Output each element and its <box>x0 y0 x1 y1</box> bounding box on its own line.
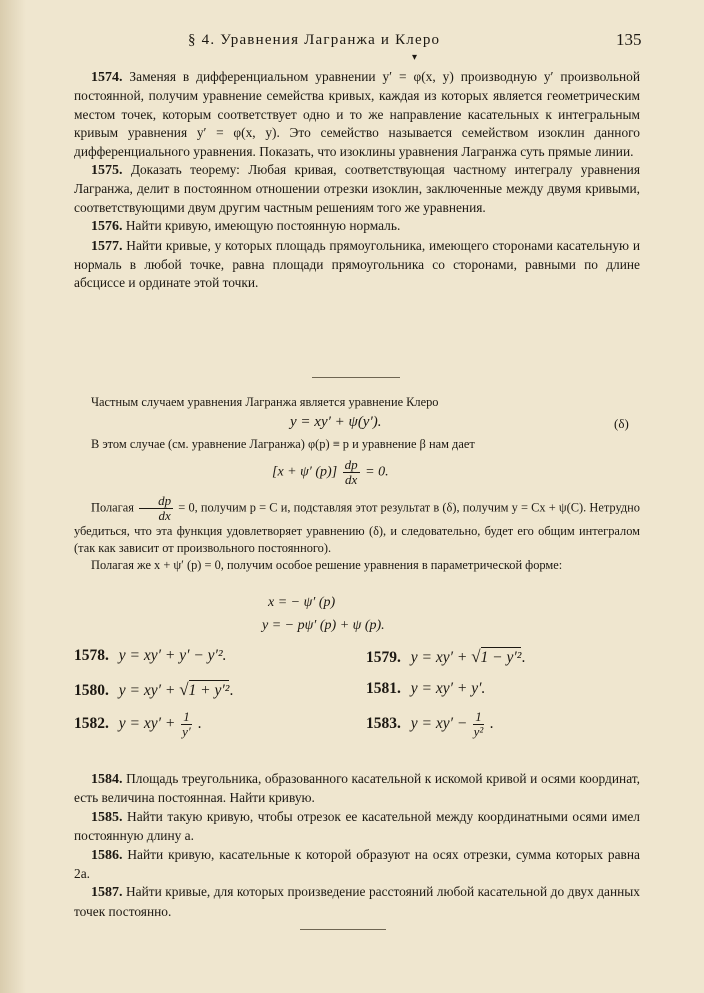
problems-top <box>74 68 640 293</box>
print-mark: ▾ <box>412 52 418 63</box>
frac-numerator: dp <box>139 494 173 509</box>
formula-tail: . <box>489 715 494 733</box>
problem-1586 <box>74 846 640 884</box>
section-divider <box>312 377 400 378</box>
problem-text: Площадь треугольника, образованного касательной к искомой кривой и осями координат, есть величина постоянная. Найти кривую. <box>74 771 640 806</box>
problem-number: 1574. <box>91 70 123 85</box>
problem-1574 <box>74 68 640 161</box>
theory-para-a <box>74 494 640 575</box>
para-a-pre: Полагая <box>91 500 134 515</box>
formula-tail: . <box>197 715 202 733</box>
dp-dx-fraction-inline <box>139 494 173 523</box>
parametric-y: y = − pψ′ (p) + ψ (p). <box>262 618 385 633</box>
problem-text: Найти кривую, имеющую постоянную нормаль. <box>125 218 401 234</box>
formula-tail: . <box>521 649 526 666</box>
theory-intro-text: Частным случаем уравнения Лагранжа является уравнение Клеро <box>91 395 439 409</box>
problem-text: Заменяя в дифференциальном уравнении y′ = φ(x, y) производную y′ произвольной постоянной, получим уравнение семейства кривых, каждая из которых является геометрическим местом точек, которым соответствует одно и то же направление касательных к интегральным кривым уравнения y′ = φ(x, y). Это семейство называется семейством изоклин данного дифференциального уравнения. Показать, что изоклины уравнения Лагранжа суть прямые линии. <box>74 69 640 159</box>
theory-line2-text: В этом случае (см. уравнение Лагранжа) φ(p) ≡ p и уравнение β нам дает <box>91 437 475 451</box>
theory-intro <box>74 394 640 411</box>
dp-dx-fraction <box>343 458 360 487</box>
page-binding-shadow <box>0 0 26 993</box>
problem-number: 1582. <box>74 715 109 733</box>
problem-1583 <box>366 710 493 739</box>
problem-1587 <box>74 883 640 921</box>
equation-tag: (δ) <box>614 416 629 431</box>
problem-number: 1575. <box>91 163 123 179</box>
problem-formula: y = xy′ + <box>118 715 176 733</box>
theory-line2 <box>74 436 640 453</box>
frac-denominator: dx <box>158 508 171 523</box>
problem-1575 <box>74 161 640 217</box>
radicand: 1 + y′² <box>188 682 230 699</box>
frac-numerator: dp <box>344 457 358 472</box>
page-number: 135 <box>616 30 642 49</box>
problem-text: Найти кривые, у которых площадь прямоугольника, имеющего сторонами касательную и нормаль в любой точке, равна площади прямоугольника со сторонами, равными по длине абсциссе и ординате этой точки. <box>74 237 640 291</box>
problem-number: 1583. <box>366 715 401 733</box>
problem-1577 <box>74 237 640 293</box>
problem-1584 <box>74 770 640 808</box>
problem-number: 1580. <box>74 682 109 699</box>
problem-text: Найти кривые, для которых произведение расстояний любой касательной до двух данных точек постоянно. <box>74 884 640 919</box>
problem-1579 <box>366 647 525 667</box>
diff-left: [x + ψ′ (p)] <box>272 464 338 480</box>
problem-number: 1576. <box>91 219 123 235</box>
frac-denominator: dx <box>345 472 358 487</box>
reciprocal-fraction <box>181 710 192 739</box>
frac-denominator: y² <box>473 724 484 739</box>
problem-formula: y = xy′ − <box>410 715 468 733</box>
end-divider <box>300 929 386 930</box>
diff-right: = 0. <box>365 464 389 480</box>
problem-1576 <box>74 217 640 236</box>
problem-1578 <box>74 647 226 665</box>
differentiated-equation <box>272 458 389 487</box>
theory-para-a-text <box>74 494 640 557</box>
radicand: 1 − y′² <box>480 649 522 666</box>
problem-formula: y = xy′ + y′ − y′². <box>118 647 227 664</box>
parametric-x: x = − ψ′ (p) <box>268 595 336 610</box>
sqrt-icon: √ <box>471 647 481 666</box>
problem-number: 1585. <box>91 809 123 825</box>
problem-number: 1587. <box>91 885 123 901</box>
problem-1580 <box>74 680 233 700</box>
problem-number: 1579. <box>366 649 401 666</box>
section-title: § 4. Уравнения Лагранжа и Клеро <box>188 32 441 48</box>
problem-number: 1586. <box>91 847 123 863</box>
problem-number: 1581. <box>366 680 401 697</box>
frac-numerator: 1 <box>183 709 190 724</box>
clairaut-equation: y = xy′ + ψ(y′). <box>290 414 382 430</box>
problem-text: Найти кривую, касательные к которой образуют на осях отрезки, сумма которых равна 2a. <box>74 846 640 882</box>
para-a-post: = 0, получим p = C и, подставляя этот результат в (δ), получим y = Cx + ψ(C). Нетрудно убедиться, что эта функция удовлетворяет уравнению (δ), и следовательно, будет его общим интегралом (так как зависит от произвольного постоянного). <box>74 500 640 556</box>
problem-number: 1584. <box>91 772 123 787</box>
problem-1581 <box>366 680 485 698</box>
running-header <box>0 30 704 63</box>
problem-1585 <box>74 808 640 846</box>
frac-denominator: y′ <box>182 724 191 739</box>
problem-formula: y = xy′ + <box>118 682 176 699</box>
sqrt-icon: √ <box>179 680 189 699</box>
problem-text: Доказать теорему: Любая кривая, соответствующая частному интегралу уравнения Лагранжа, делит в постоянном отношении отрезки изоклин, заключенные между двумя кривыми, соответствующими двум другим частным решениям того же уравнения. <box>74 162 641 215</box>
problem-1582 <box>74 710 201 739</box>
problem-number: 1577. <box>91 238 123 254</box>
frac-numerator: 1 <box>475 709 482 724</box>
reciprocal-square-fraction <box>473 710 484 739</box>
theory-para-b: Полагая же x + ψ′ (p) = 0, получим особое решение уравнения в параметрической форме: <box>91 558 563 573</box>
formula-tail: . <box>229 682 234 699</box>
problems-bottom <box>74 770 640 921</box>
problem-formula: y = xy′ + <box>410 649 468 666</box>
problem-text: Найти такую кривую, чтобы отрезок ее касательной между координатными осями имел постоянную длину a. <box>74 808 640 844</box>
problem-number: 1578. <box>74 647 109 664</box>
problem-formula: y = xy′ + y′. <box>410 680 486 697</box>
